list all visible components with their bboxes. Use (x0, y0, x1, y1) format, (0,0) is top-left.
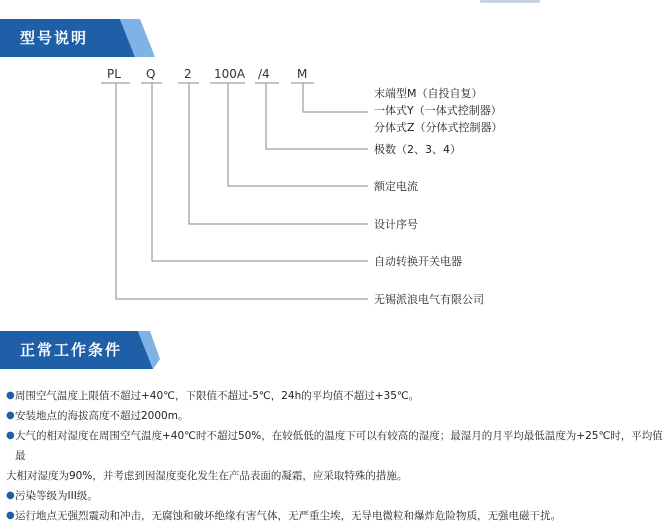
code-part-pl: PL (107, 67, 121, 81)
section-title-conditions: 正常工作条件 (20, 341, 123, 359)
code-part-poles-design: 2 (184, 67, 192, 81)
code-part-q: Q (146, 67, 156, 81)
leader-company (116, 83, 368, 299)
leader-product (152, 83, 368, 261)
condition-text: 周围空气温度上限值不超过+40℃，下限值不超过-5℃，24h的平均值不超过+35℃。 (15, 390, 420, 402)
leader-type (303, 83, 368, 112)
desc-type-y: 一体式Y（一体式控制器） (374, 104, 502, 117)
desc-type-z: 分体式Z（分体式控制器） (374, 121, 503, 134)
bullet-icon: ● (6, 490, 15, 501)
leader-design (189, 83, 368, 224)
conditions-list (6, 386, 666, 526)
desc-design: 设计序号 (374, 218, 418, 231)
desc-company: 无锡派浪电气有限公司 (374, 293, 484, 306)
code-part-current: 100A (214, 67, 246, 81)
condition-text: 运行地点无强烈震动和冲击，无腐蚀和破坏绝缘有害气体，无严重尘埃，无导电微粒和爆炸危险物质，无强电磁干扰。 (15, 510, 561, 522)
list-item (6, 406, 666, 426)
bullet-icon: ● (6, 410, 15, 421)
leader-poles (266, 83, 368, 149)
desc-product: 自动转换开关电器 (374, 255, 462, 268)
condition-text: 大气的相对湿度在周围空气温度+40℃时不超过50%，在较低低的温度下可以有较高的湿度；最湿月的月平均最低温度为+25℃时，平均值最 (15, 430, 663, 462)
desc-type-m: 末端型M（自投自复） (374, 87, 483, 100)
bullet-icon: ● (6, 390, 15, 401)
list-item (6, 426, 666, 466)
condition-text: 安装地点的海拔高度不超过2000m。 (15, 410, 189, 422)
section-title-model: 型号说明 (20, 29, 89, 47)
bullet-icon: ● (6, 510, 15, 521)
desc-poles: 极数（2、3、4） (374, 143, 461, 156)
list-item (6, 486, 666, 506)
code-part-poles: /4 (258, 67, 270, 81)
list-item (6, 506, 666, 526)
condition-text: 大相对湿度为90%，并考虑到因湿度变化发生在产品表面的凝霜，应采取特殊的措施。 (6, 470, 408, 482)
list-item-continuation (6, 466, 666, 486)
code-part-type: M (297, 67, 308, 81)
desc-current: 额定电流 (374, 180, 418, 193)
leader-current (228, 83, 368, 186)
section-header-conditions (0, 331, 160, 369)
condition-text: 污染等级为III级。 (15, 490, 98, 502)
bullet-icon: ● (6, 430, 15, 441)
list-item (6, 386, 666, 406)
